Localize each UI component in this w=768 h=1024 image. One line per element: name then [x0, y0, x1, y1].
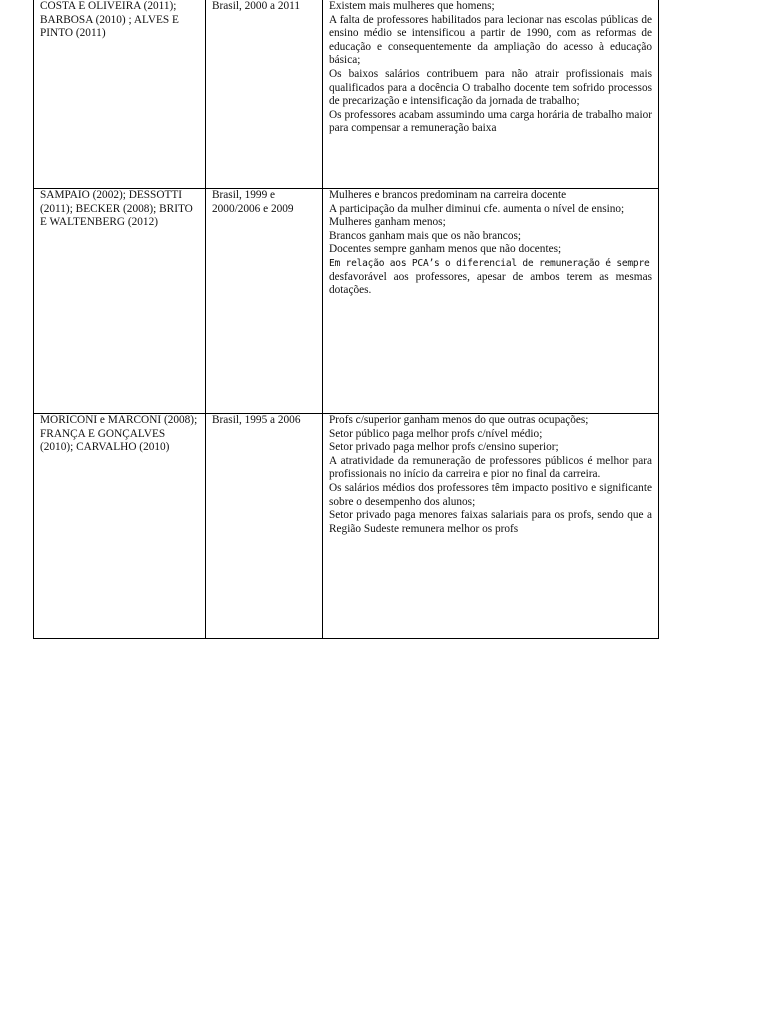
findings-cell [323, 0, 659, 189]
finding-line: Existem mais mulheres que homens; [329, 0, 495, 12]
period-cell: Brasil, 1999 e 2000/2006 e 2009 [206, 189, 323, 414]
period-cell: Brasil, 2000 a 2011 [206, 0, 323, 189]
finding-line: Os baixos salários contribuem para não atrair profissionais mais qualificados para a docência O trabalho docente tem sofrido processos de precarização e intensificação da jornada de trabalho; [329, 67, 652, 108]
finding-line: Profs c/superior ganham menos do que outras ocupações; [329, 414, 589, 426]
finding-line: Setor privado paga menores faixas salariais para os profs, sendo que a Região Sudeste remunera melhor os profs [329, 509, 652, 535]
finding-line: Setor privado paga melhor profs c/ensino superior; [329, 441, 559, 454]
authors-cell: COSTA E OLIVEIRA (2011); BARBOSA (2010) ; ALVES E PINTO (2011) [34, 0, 206, 189]
finding-line: A falta de professores habilitados para lecionar nas escolas públicas de ensino médio se intensificou a partir de 1990, com as reformas de educação e consequentemente da ampliação do acesso à educação básica; [329, 13, 652, 67]
authors-cell: MORICONI e MARCONI (2008); FRANÇA E GONÇALVES (2010); CARVALHO (2010) [34, 414, 206, 639]
finding-line: A participação da mulher diminui cfe. aumenta o nível de ensino; [329, 202, 625, 215]
table-row [34, 414, 659, 639]
period-cell: Brasil, 1995 a 2006 [206, 414, 323, 639]
finding-line: Os professores acabam assumindo uma carga horária de trabalho maior para compensar a remuneração baixa [329, 108, 652, 135]
finding-line: Mulheres ganham menos; [329, 216, 446, 229]
finding-line: Brancos ganham mais que os não brancos; [329, 229, 521, 242]
finding-line: desfavorável aos professores, apesar de ambos terem as mesmas dotações. [329, 270, 652, 297]
finding-line: Docentes sempre ganham menos que não docentes; [329, 243, 562, 256]
literature-review-table [33, 0, 659, 639]
table-row [34, 189, 659, 414]
findings-cell [323, 189, 659, 414]
finding-line: Mulheres e brancos predominam na carreira docente [329, 189, 567, 201]
findings-cell [323, 414, 659, 639]
finding-line: A atratividade da remuneração de professores públicos é melhor para profissionais no início da carreira e pior no final da carreira. [329, 454, 652, 481]
finding-line: Em relação aos PCA’s o diferencial de remuneração é sempre [329, 257, 650, 269]
finding-line: Setor público paga melhor profs c/nível médio; [329, 427, 543, 440]
authors-cell: SAMPAIO (2002); DESSOTTI (2011); BECKER (2008); BRITO E WALTENBERG (2012) [34, 189, 206, 414]
finding-line: Os salários médios dos professores têm impacto positivo e significante sobre o desempenho dos alunos; [329, 481, 652, 508]
table-row [34, 0, 659, 189]
